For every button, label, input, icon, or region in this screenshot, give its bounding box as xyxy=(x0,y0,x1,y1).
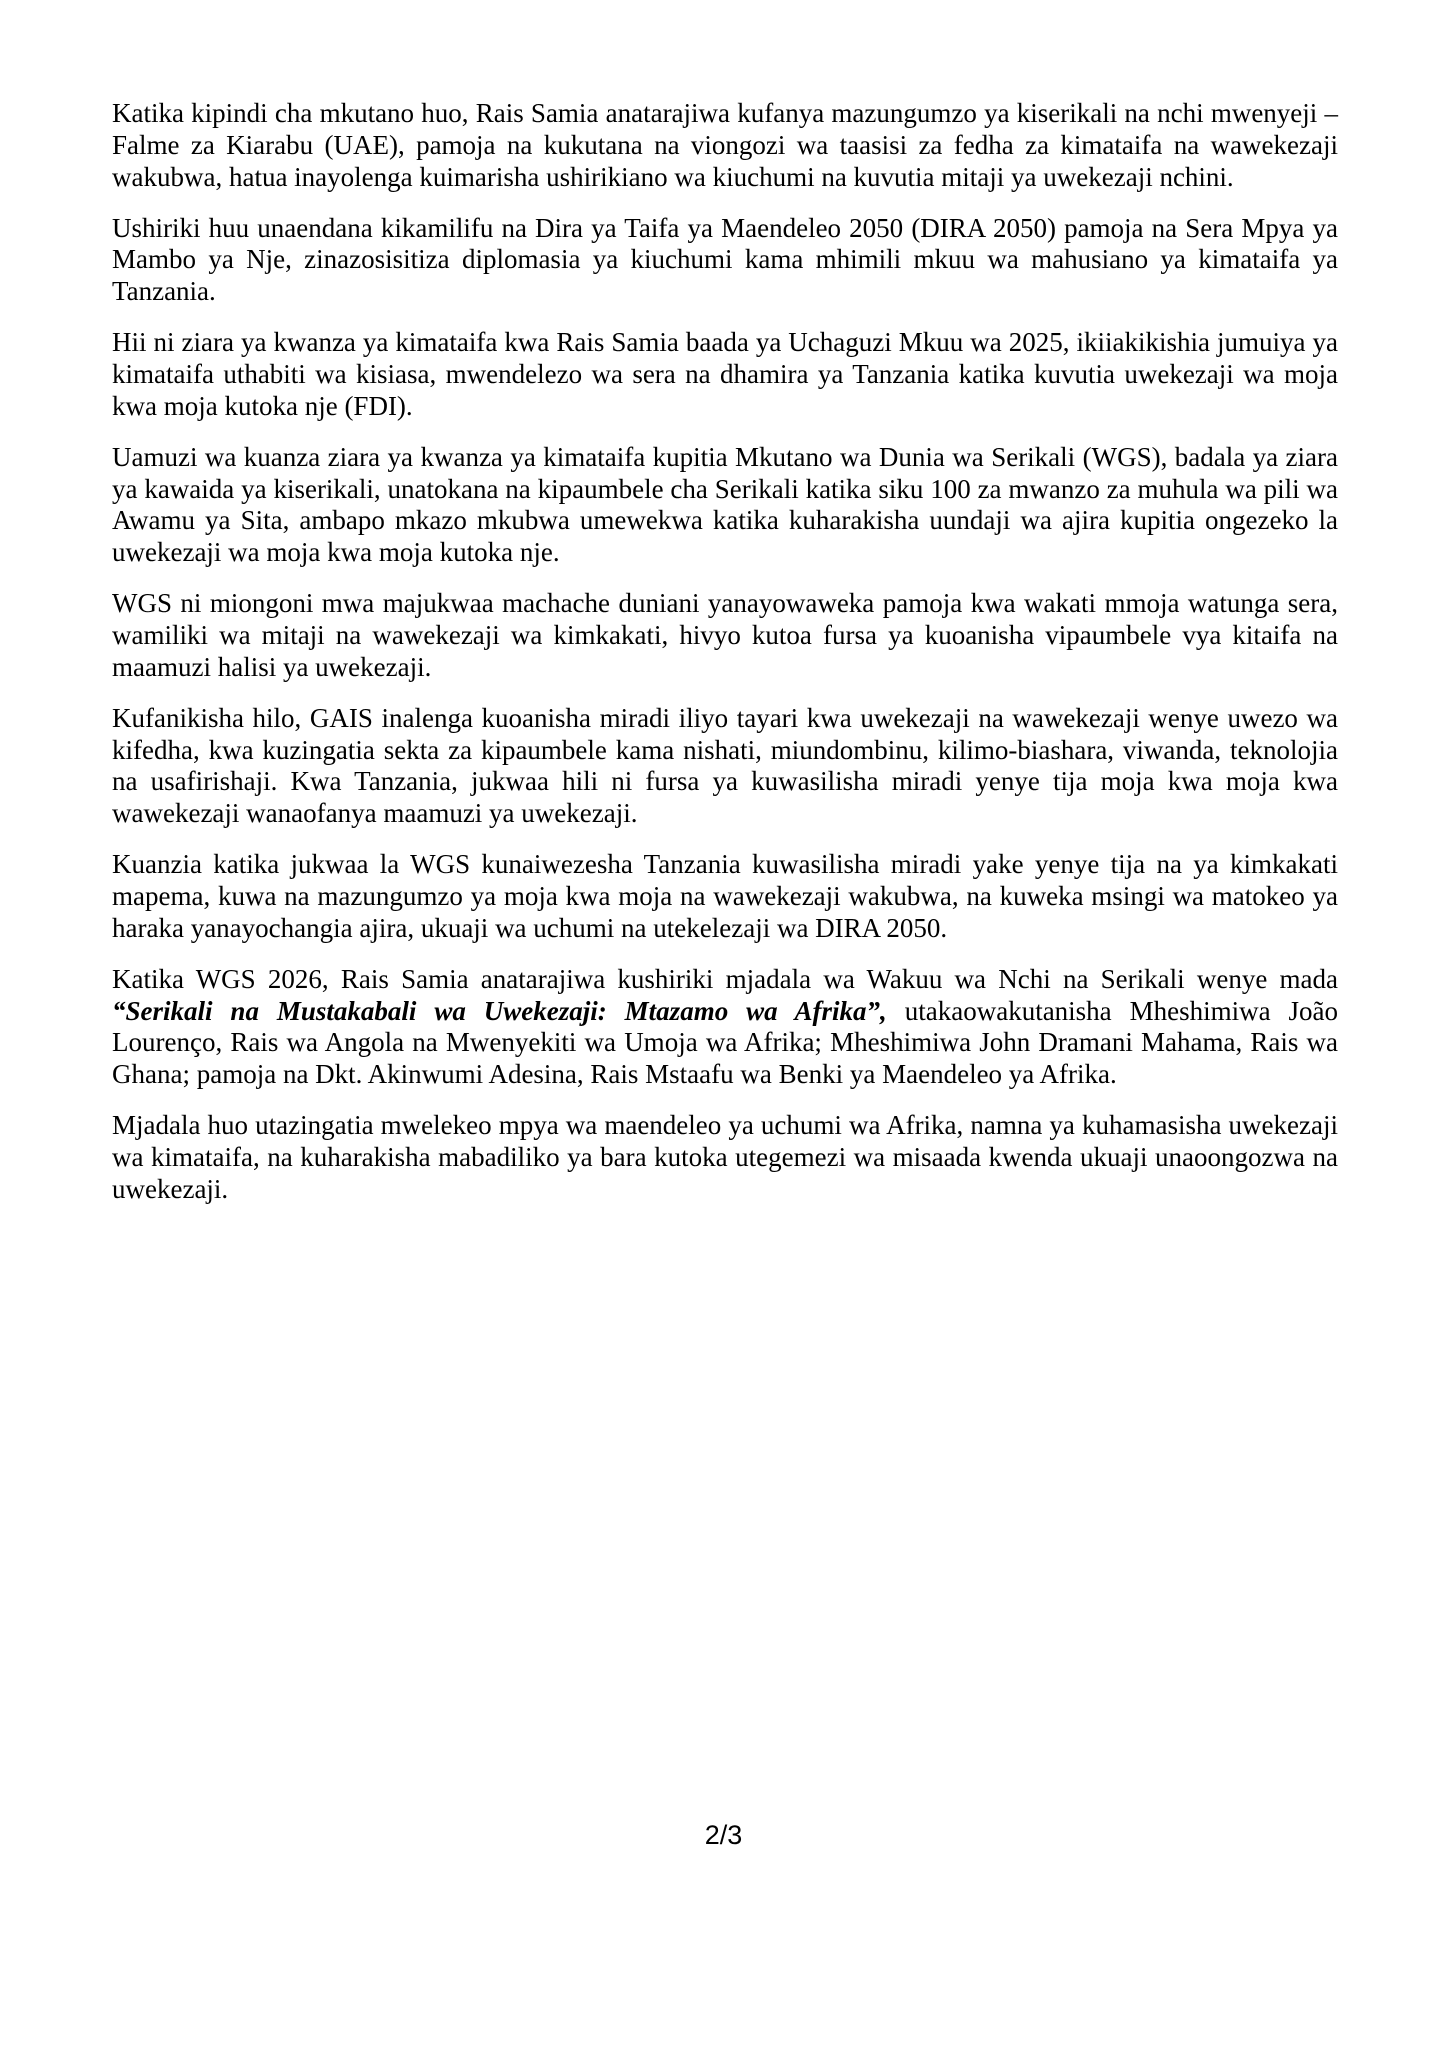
page-number: 2/3 xyxy=(704,1820,743,1850)
paragraph xyxy=(112,442,1338,569)
paragraph xyxy=(112,1110,1338,1206)
text-run: WGS ni miongoni mwa majukwaa machache duniani yanayowaweka pamoja kwa wakati mmoja watunga sera, wamiliki wa mitaji na wawekezaji wa kimkakati, hivyo kutoa fursa ya kuoanisha vipaumbele vya kitaifa na maamuzi halisi ya uwekezaji. xyxy=(112,588,1338,682)
paragraph xyxy=(112,849,1338,945)
text-run: Katika WGS 2026, Rais Samia anatarajiwa kushiriki mjadala wa Wakuu wa Nchi na Serikali wenye mada xyxy=(112,963,1338,994)
paragraph xyxy=(112,213,1338,309)
text-run: Mjadala huo utazingatia mwelekeo mpya wa maendeleo ya uchumi wa Afrika, namna ya kuhamasisha uwekezaji wa kimataifa, na kuharakisha mabadiliko ya bara kutoka utegemezi wa misaada kwenda ukuaji unaoongozwa na uwekezaji. xyxy=(112,1110,1338,1204)
text-run: “Serikali na Mustakabali wa Uwekezaji: Mtazamo wa Afrika”, xyxy=(112,995,887,1026)
text-run: Kufanikisha hilo, GAIS inalenga kuoanisha miradi iliyo tayari kwa uwekezaji na wawekezaji wenye uwezo wa kifedha, kwa kuzingatia sekta za kipaumbele kama nishati, miundombinu, kilimo-biashara, viwanda, teknolojia na usafirishaji. Kwa Tanzania, jukwaa hili ni fursa ya kuwasilisha miradi yenye tija moja kwa moja kwa wawekezaji wanaofanya maamuzi ya uwekezaji. xyxy=(112,702,1338,829)
text-run: Uamuzi wa kuanza ziara ya kwanza ya kimataifa kupitia Mkutano wa Dunia wa Serikali (WGS), badala ya ziara ya kawaida ya kiserikali, unatokana na kipaumbele cha Serikali katika siku 100 za mwanzo za muhula wa pili wa Awamu ya Sita, ambapo mkazo mkubwa umewekwa katika kuharakisha uundaji wa ajira kupitia ongezeko la uwekezaji wa moja kwa moja kutoka nje. xyxy=(112,441,1338,568)
text-run: Katika kipindi cha mkutano huo, Rais Samia anatarajiwa kufanya mazungumzo ya kiserikali na nchi mwenyeji – Falme za Kiarabu (UAE), pamoja na kukutana na viongozi wa taasisi za fedha za kimataifa na wawekezaji wakubwa, hatua inayolenga kuimarisha ushirikiano wa kiuchumi na kuvutia mitaji ya uwekezaji nchini. xyxy=(112,98,1338,192)
paragraph xyxy=(112,964,1338,1091)
text-run: utakaowakutanisha Mheshimiwa João Lourenço, Rais wa Angola na Mwenyekiti wa Umoja wa Afrika; Mheshimiwa John Dramani Mahama, Rais wa Ghana; pamoja na Dkt. Akinwumi Adesina, Rais Mstaafu wa Benki ya Maendeleo ya Afrika. xyxy=(112,995,1338,1090)
text-run: Ushiriki huu unaendana kikamilifu na Dira ya Taifa ya Maendeleo 2050 (DIRA 2050) pamoja na Sera Mpya ya Mambo ya Nje, zinazosisitiza diplomasia ya kiuchumi kama mhimili mkuu wa mahusiano ya kimataifa ya Tanzania. xyxy=(112,212,1338,307)
document-body xyxy=(112,98,1338,1225)
text-run: Kuanzia katika jukwaa la WGS kunaiwezesha Tanzania kuwasilisha miradi yake yenye tija na ya kimkakati mapema, kuwa na mazungumzo ya moja kwa moja na wawekezaji wakubwa, na kuweka msingi wa matokeo ya haraka yanayochangia ajira, ukuaji wa uchumi na utekelezaji wa DIRA 2050. xyxy=(112,849,1338,943)
paragraph xyxy=(112,588,1338,684)
paragraph xyxy=(112,703,1338,830)
text-run: Hii ni ziara ya kwanza ya kimataifa kwa Rais Samia baada ya Uchaguzi Mkuu wa 2025, ikiiakikishia jumuiya ya kimataifa uthabiti wa kisiasa, mwendelezo wa sera na dhamira ya Tanzania katika kuvutia uwekezaji wa moja kwa moja kutoka nje (FDI). xyxy=(112,327,1338,421)
paragraph xyxy=(112,98,1338,194)
paragraph xyxy=(112,327,1338,423)
